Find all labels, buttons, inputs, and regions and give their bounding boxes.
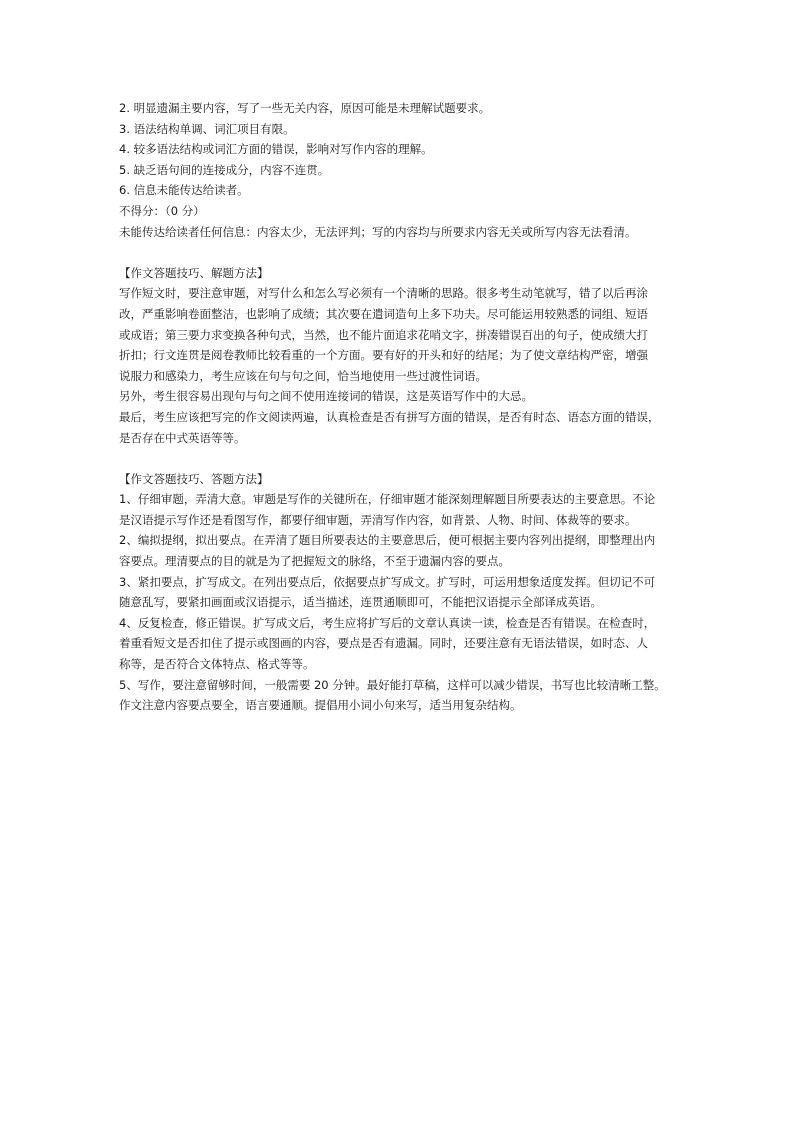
- criteria-line: 6. 信息未能传达给读者。: [119, 183, 249, 198]
- paragraph-line: 着重看短文是否扣住了提示或图画的内容，要点是否有遗漏。同时，还要注意有无语法错误，如时态、人: [119, 636, 648, 651]
- criteria-line: 3. 语法结构单调、词汇项目有限。: [119, 121, 295, 136]
- paragraph-line: 2、编拟提纲，拟出要点。在弄清了题目所要表达的主要意思后，便可根据主要内容列出提纲，即整理出内: [119, 533, 656, 548]
- paragraph-line: 容要点。理清要点的目的就是为了把握短文的脉络，不至于遗漏内容的要点。: [119, 554, 510, 569]
- paragraph-line: 5、写作，要注意留够时间，一般需要 20 分钟。最好能打草稿，这样可以减少错误，书写也比较清晰工整。: [119, 677, 666, 692]
- paragraph-line: 改，严重影响卷面整洁，也影响了成绩；其次要在遣词造句上多下功夫。尽可能运用较熟悉的词组、短语: [119, 306, 648, 321]
- paragraph-line: 说服力和感染力，考生应该在句与句之间，恰当地使用一些过渡性词语。: [119, 368, 487, 383]
- paragraph-line: 作文注意内容要点要全，语言要通顺。提倡用小词小句来写，适当用复杂结构。: [119, 698, 522, 713]
- section-heading: 【作文答题技巧、解题方法】: [119, 265, 269, 280]
- paragraph-line: 随意乱写，要紧扣画面或汉语提示，适当描述，连贯通顺即可，不能把汉语提示全部译成英语。: [119, 595, 602, 610]
- criteria-line: 不得分：（0 分）: [119, 203, 205, 218]
- paragraph-line: 称等，是否符合文体特点、格式等等。: [119, 657, 315, 672]
- paragraph-line: 另外，考生很容易出现句与句之间不使用连接词的错误，这是英语写作中的大忌。: [119, 389, 533, 404]
- section-heading: 【作文答题技巧、答题方法】: [119, 471, 269, 486]
- criteria-line: 4. 较多语法结构或词汇方面的错误，影响对写作内容的理解。: [119, 142, 433, 157]
- paragraph-line: 是汉语提示写作还是看图写作，都要仔细审题，弄清写作内容，如背景、人物、时间、体裁等的要求。: [119, 512, 637, 527]
- paragraph-line: 最后，考生应该把写完的作文阅读两遍，认真检查是否有拼写方面的错误，是否有时态、语态方面的错误，: [119, 409, 660, 424]
- paragraph-line: 折扣；行文连贯是阅卷教师比较看重的一个方面。要有好的开头和好的结尾；为了使文章结构严密，增强: [119, 348, 648, 363]
- paragraph-line: 4、反复检查，修正错误。扩写成文后，考生应将扩写后的文章认真读一读，检查是否有错误。在检查时，: [119, 615, 656, 630]
- spacer: [119, 242, 689, 263]
- methods-section: [119, 263, 689, 448]
- paragraph-line: 1、仔细审题，弄清大意。审题是写作的关键所在，仔细审题才能深刻理解题目所要表达的主要意思。不论: [119, 492, 656, 507]
- paragraph-line: 或成语；第三要力求变换各种句式，当然，也不能片面追求花哨文字，拼凑错误百出的句子，使成绩大打: [119, 327, 648, 342]
- criteria-section: [119, 98, 689, 242]
- spacer: [119, 448, 689, 469]
- criteria-line: 2. 明显遗漏主要内容，写了一些无关内容，原因可能是未理解试题要求。: [119, 101, 491, 115]
- paragraph-line: 写作短文时，要注意审题，对写什么和怎么写必须有一个清晰的思路。很多考生动笔就写，错了以后再涂: [119, 286, 648, 301]
- criteria-line: 未能传达给读者任何信息：内容太少，无法评判；写的内容均与所要求内容无关或所写内容无法看清。: [119, 224, 637, 239]
- document-page: [119, 98, 689, 716]
- paragraph-line: 3、紧扣要点，扩写成文。在列出要点后，依据要点扩写成文。扩写时，可运用想象适度发挥。但切记不可: [119, 574, 656, 589]
- paragraph-line: 是否存在中式英语等等。: [119, 430, 246, 445]
- steps-section: [119, 469, 689, 716]
- criteria-line: 5. 缺乏语句间的连接成分，内容不连贯。: [119, 162, 330, 177]
